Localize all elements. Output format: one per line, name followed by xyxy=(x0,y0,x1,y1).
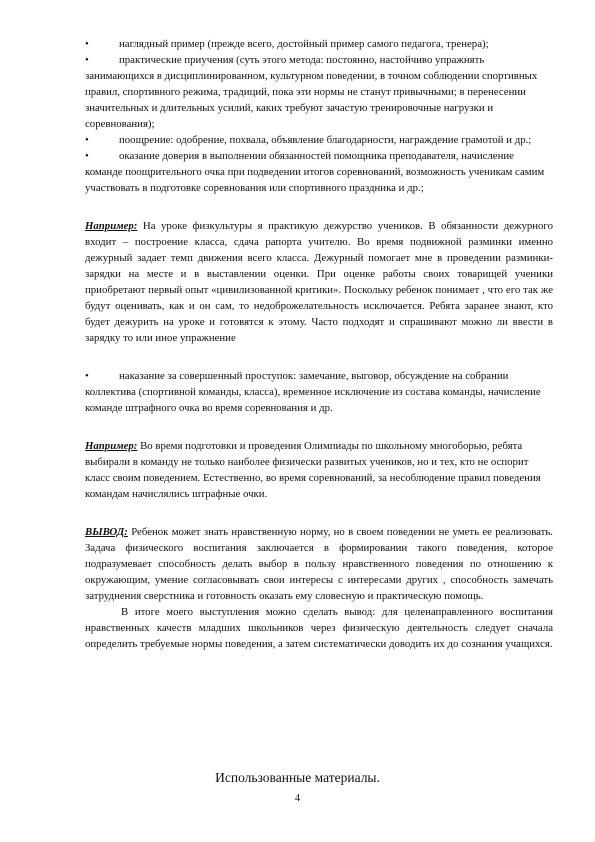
example-text: На уроке физкультуры я практикую дежурство учеников. В обязанности дежурного входит – построение класса, сдача рапорта учителю. Во время подвижной разминки именно дежурный задает темп движения всего класса. Дежурный помогает мне в проведении разминки-зарядки на месте и в выставлении оценки. При оценке работы своих товарищей ученики приобретают первый опыт «цивилизованной критики». Поскольку ребенок понимает , что его так же будут оценивать, как и он сам, то недоброжелательность исключается. Ребята заранее знают, кто будет дежурить на уроке и готовятся к этому. Часто подходят и спрашивают можно ли ввести в зарядку то или иное упражнение xyxy=(85,220,553,344)
list-item xyxy=(85,148,553,196)
bullet-icon: • xyxy=(85,134,89,146)
conclusion-paragraph xyxy=(85,524,553,604)
conclusion-text: Ребенок может знать нравственную норму, но в своем поведении не уметь ее реализовать. Задача физического воспитания заключается в формировании такого поведения, которое подразумевает способность делать выбор в пользу нравственного поведения по отношению к окружающим, умение согласовывать свои интересы с интересами других , способность замечать затруднения сверстника и готовность оказать ему словесную и практическую помощь. xyxy=(85,526,553,602)
bullet-icon: • xyxy=(85,370,89,382)
document-body xyxy=(85,36,553,652)
list-item-text: наказание за совершенный проступок: замечание, выговор, обсуждение на собрании коллектива (спортивной команды, класса), временное исключение из состава команды, начисление команде штрафного очка во время соревнования и др. xyxy=(85,370,541,414)
list-item-text: практические приучения (суть этого метода: постоянно, настойчиво упражнять занимающихся в дисциплинированном, культурном поведении, в точном соблюдении спортивных правил, спортивного режима, традиций, пока эти нормы не станут привычными; в перенесении значительных и длительных усилий, каких требуют зачастую тренировочные нагрузки и соревнования); xyxy=(85,54,538,130)
page-number: 4 xyxy=(294,793,301,804)
list-item xyxy=(85,132,553,148)
bullet-icon: • xyxy=(85,54,89,66)
example-paragraph xyxy=(85,438,553,502)
list-item xyxy=(85,52,553,132)
list-item-text: поощрение: одобрение, похвала, объявление благодарности, награждение грамотой и др.; xyxy=(119,134,532,146)
final-paragraph: В итоге моего выступления можно сделать вывод: для целенаправленного воспитания нравственных качеств младших школьников через физическую деятельность следует сначала определить требуемые нормы поведения, а затем систематически доводить их до сознания учащихся. xyxy=(85,606,553,650)
list-item-text: оказание доверия в выполнении обязанностей помощника преподавателя, начисление команде поощрительного очка при подведении итогов соревнований, возможность ученикам самим участвовать в подготовке соревнования или спортивного праздника и др.; xyxy=(85,150,545,194)
bullet-icon: • xyxy=(85,38,89,50)
list-item xyxy=(85,368,553,416)
example-paragraph xyxy=(85,218,553,346)
example-label: Например: xyxy=(85,440,138,452)
example-label: Например: xyxy=(85,220,138,232)
list-item-text: наглядный пример (прежде всего, достойный пример самого педагога, тренера); xyxy=(119,38,489,50)
bullet-icon: • xyxy=(85,150,89,162)
example-text: Во время подготовки и проведения Олимпиады по школьному многоборью, ребята выбирали в команду не только наиболее физически развитых учеников, но и тех, кто не оспорит класс своим поведением. Естественно, во время соревнований, за несоблюдение правил поведения командам начислялись штрафные очки. xyxy=(85,440,541,500)
references-heading: Использованные материалы. xyxy=(215,770,380,785)
conclusion-label: ВЫВОД: xyxy=(85,526,128,538)
list-item xyxy=(85,36,553,52)
